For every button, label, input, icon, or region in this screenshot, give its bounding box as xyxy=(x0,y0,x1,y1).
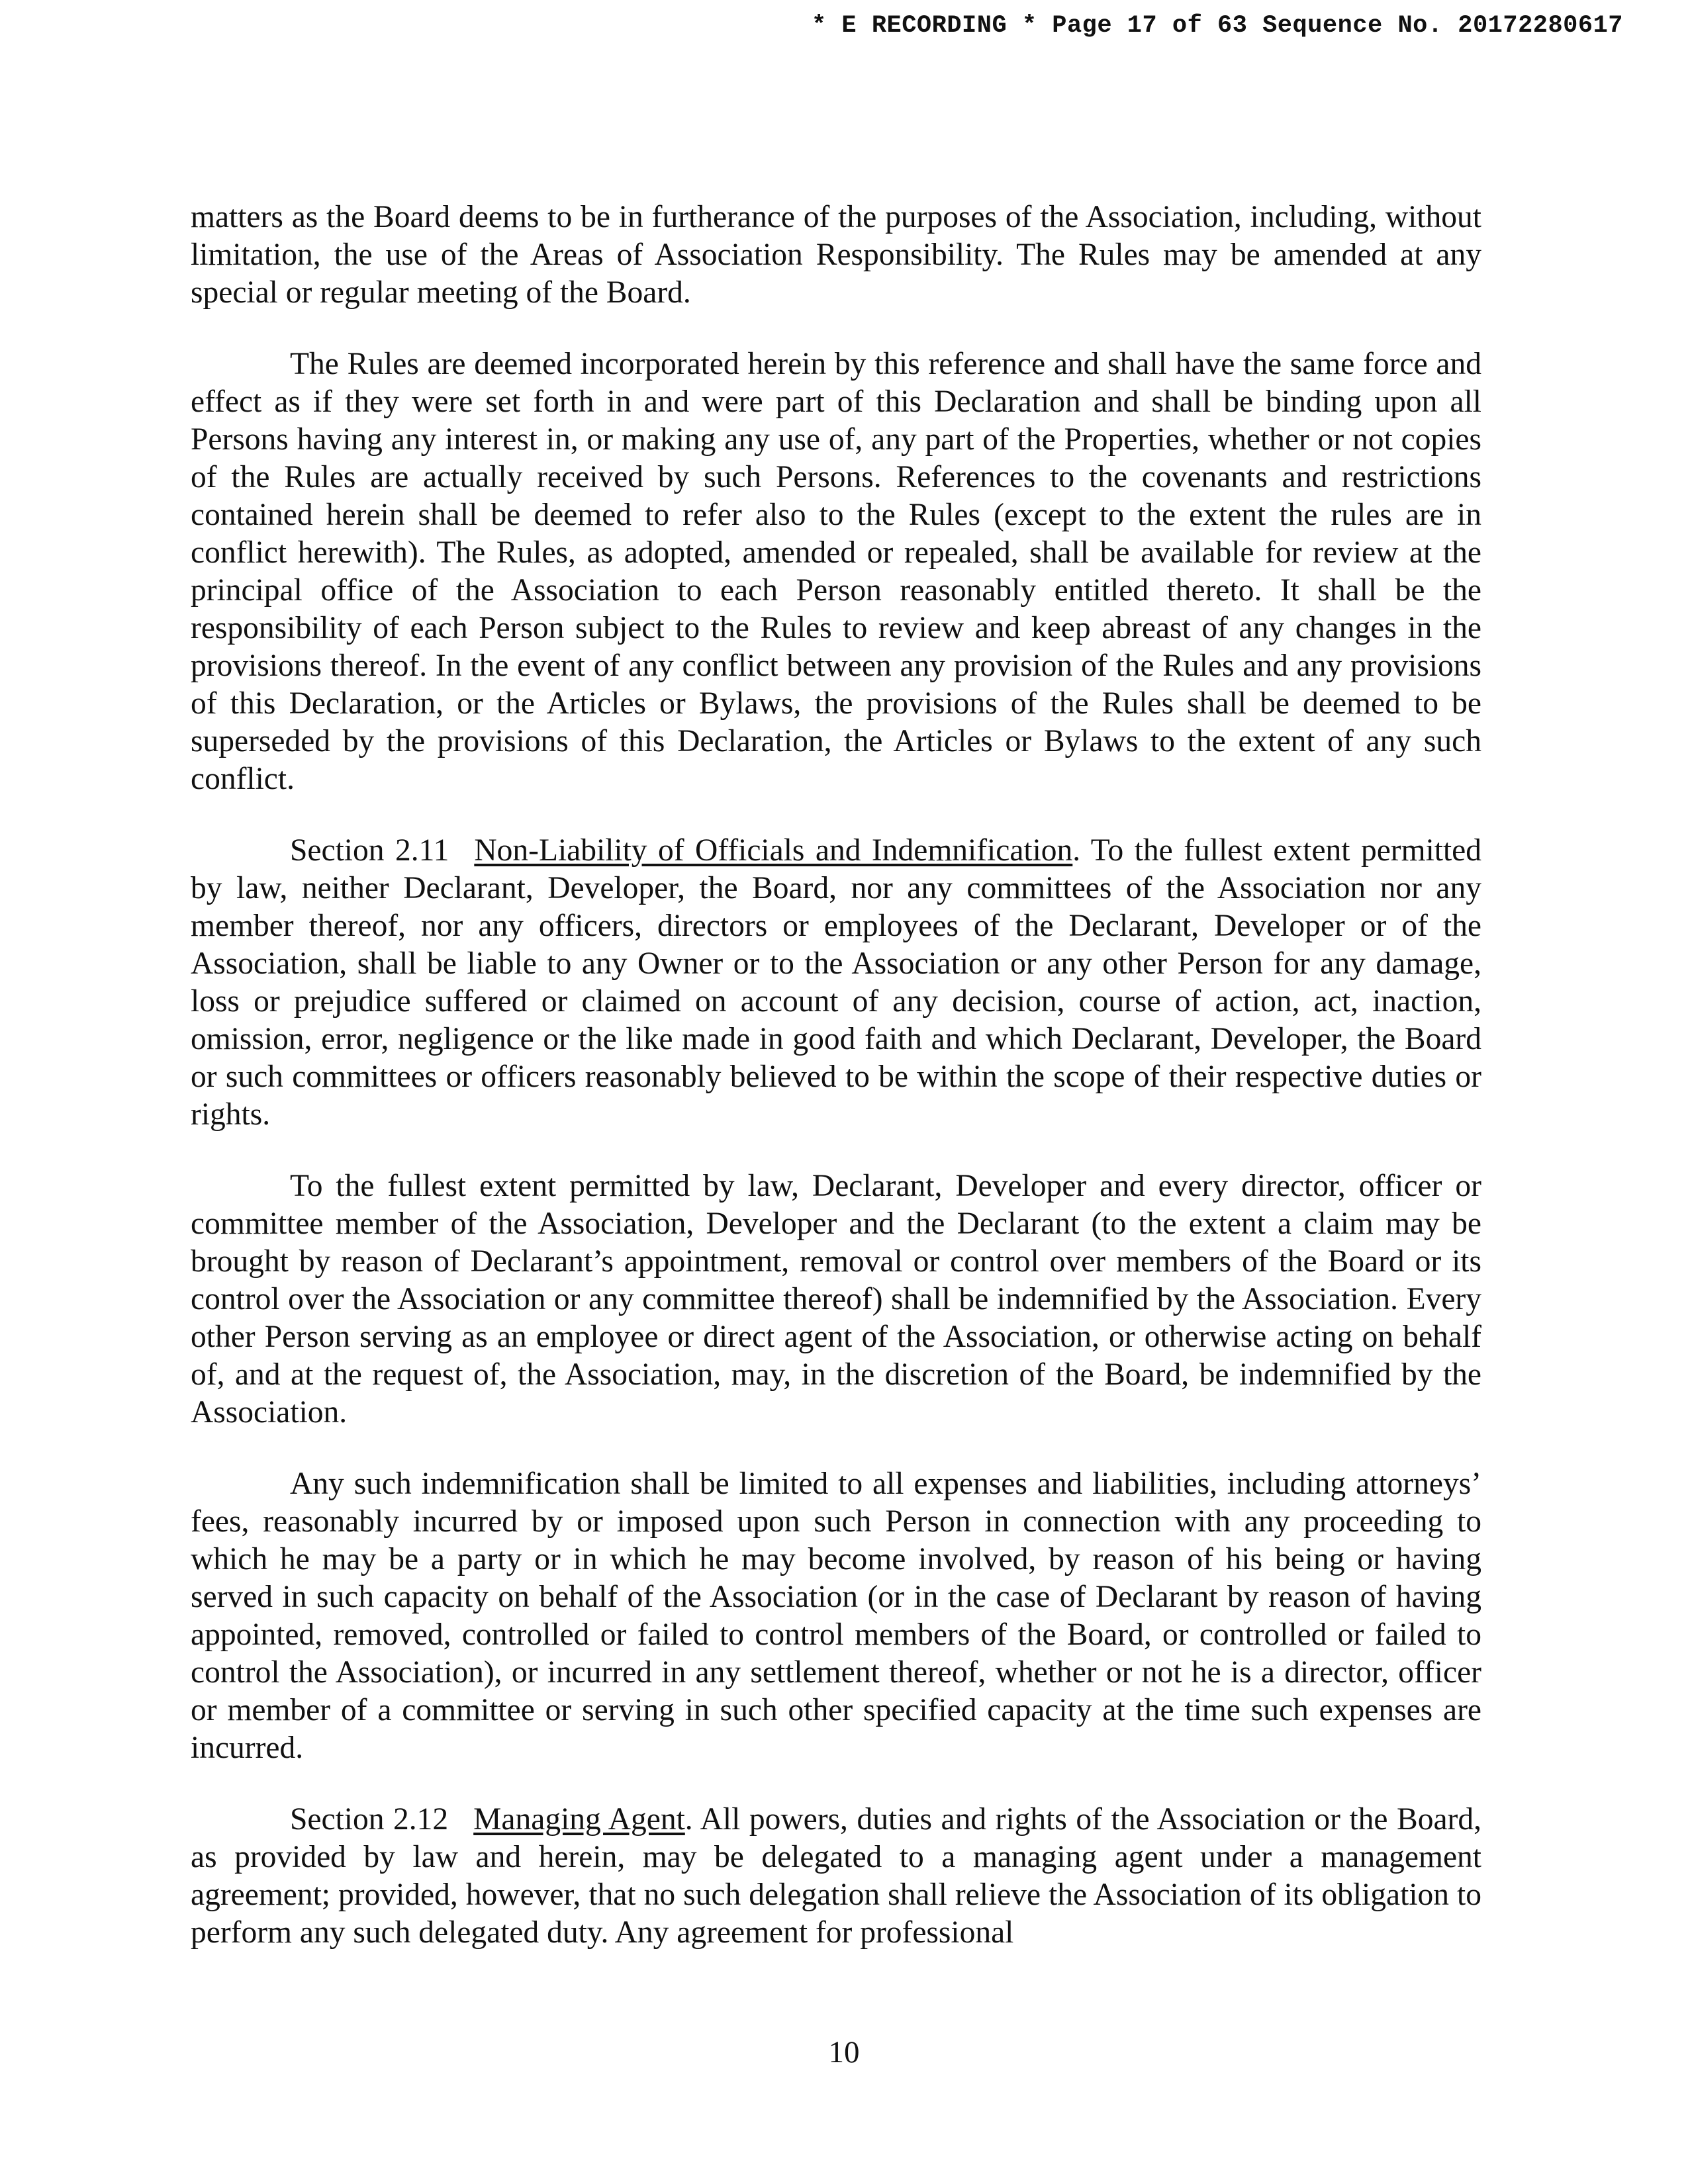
section-2-11-number: Section 2.11 xyxy=(290,833,449,868)
page-number: 10 xyxy=(828,2035,860,2070)
section-2-12-number: Section 2.12 xyxy=(290,1802,449,1837)
section-2-11 xyxy=(191,832,1481,1134)
recording-header: * E RECORDING * Page 17 of 63 Sequence No. 20172280617 xyxy=(812,12,1623,40)
paragraph-indemnification: To the fullest extent permitted by law, Declarant, Developer and every director, officer or committee member of the Association, Developer and the Declarant (to the extent a claim may be brought by reason of Declarant’s appointment, removal or control over members of the Board or its control over the Association or any committee thereof) shall be indemnified by the Association. Every other Person serving as an employee or direct agent of the Association, or otherwise acting on behalf of, and at the request of, the Association, may, in the discretion of the Board, be indemnified by the Association. xyxy=(191,1169,1481,1430)
section-2-12-title: Managing Agent xyxy=(473,1802,685,1837)
paragraph-rules-continued: matters as the Board deems to be in furtherance of the purposes of the Association, including, without limitation, the use of the Areas of Association Responsibility. The Rules may be amended at any special or regular meeting of the Board. xyxy=(191,200,1481,310)
document-body xyxy=(191,199,1481,1985)
section-2-11-text: . To the fullest extent permitted by law, neither Declarant, Developer, the Board, nor any committees of the Association nor any member thereof, nor any officers, directors or employees of the Declarant, Developer or of the Association, shall be liable to any Owner or to the Association or any other Person for any damage, loss or prejudice suffered or claimed on account of any decision, course of action, act, inaction, omission, error, negligence or the like made in good faith and which Declarant, Developer, the Board or such committees or officers reasonably believed to be within the scope of their respective duties or rights. xyxy=(191,833,1481,1132)
paragraph-indemnification-limits: Any such indemnification shall be limited to all expenses and liabilities, including attorneys’ fees, reasonably incurred by or imposed upon such Person in connection with any proceeding to which he may be a party or in which he may become involved, by reason of his being or having served in such capacity on behalf of the Association (or in the case of Declarant by reason of having appointed, removed, controlled or failed to control members of the Board, or controlled or failed to control the Association), or incurred in any settlement thereof, whether or not he is a director, officer or member of a committee or serving in such other specified capacity at the time such expenses are incurred. xyxy=(191,1467,1481,1765)
paragraph-rules-incorporated: The Rules are deemed incorporated herein by this reference and shall have the same force and effect as if they were set forth in and were part of this Declaration and shall be binding upon all Persons having any interest in, or making any use of, any part of the Properties, whether or not copies of the Rules are actually received by such Persons. References to the covenants and restrictions contained herein shall be deemed to refer also to the Rules (except to the extent the rules are in conflict herewith). The Rules, as adopted, amended or repealed, shall be available for review at the principal office of the Association to each Person reasonably entitled thereto. It shall be the responsibility of each Person subject to the Rules to review and keep abreast of any changes in the provisions thereof. In the event of any conflict between any provision of the Rules and any provisions of this Declaration, or the Articles or Bylaws, the provisions of the Rules shall be deemed to be superseded by the provisions of this Declaration, the Articles or Bylaws to the extent of any such conflict. xyxy=(191,347,1481,796)
section-2-11-title: Non-Liability of Officials and Indemnification xyxy=(474,833,1073,868)
section-2-12-text: . All powers, duties and rights of the Association or the Board, as provided by law and herein, may be delegated to a managing agent under a management agreement; provided, however, that no such delegation shall relieve the Association of its obligation to perform any such delegated duty. Any agreement for professional xyxy=(191,1802,1482,1950)
section-2-12 xyxy=(191,1801,1481,1952)
